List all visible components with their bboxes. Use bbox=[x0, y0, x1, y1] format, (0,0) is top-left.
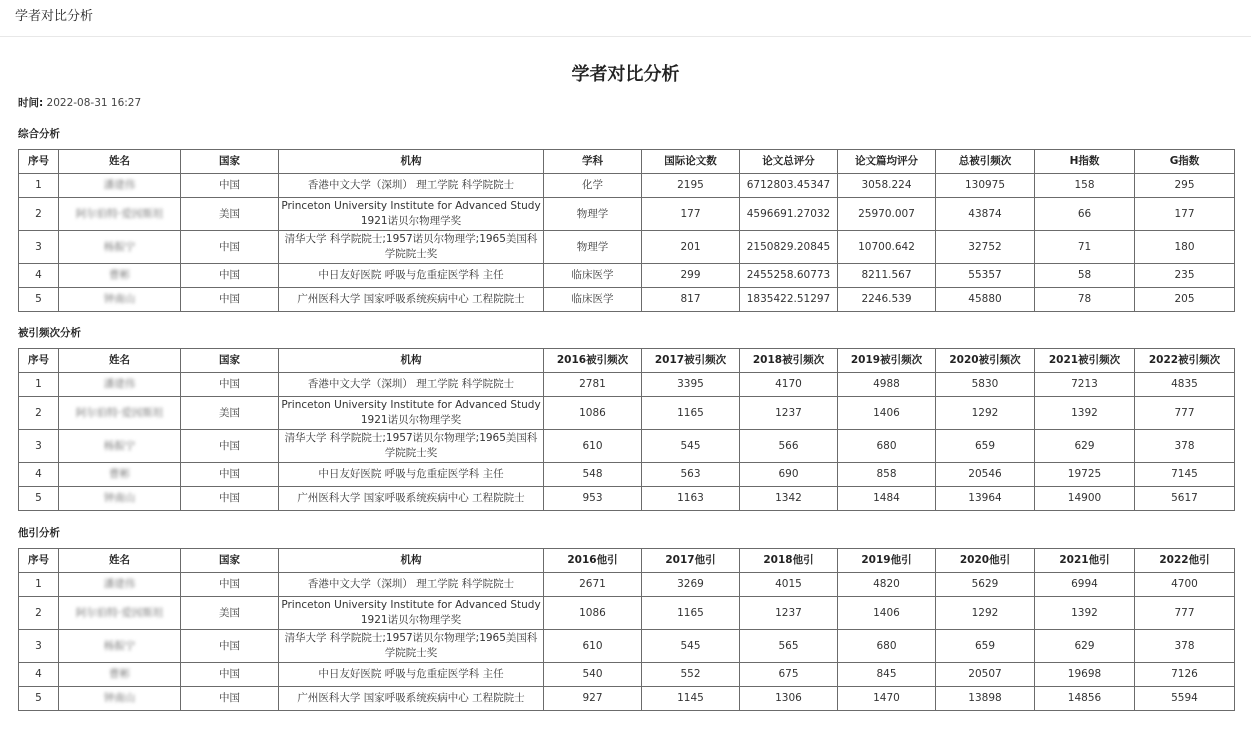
scholar-name-cell: 杨振宁 bbox=[59, 231, 181, 264]
table-cell: 2 bbox=[19, 397, 59, 430]
scholar-name-cell: 阿尔伯特·爱因斯坦 bbox=[59, 198, 181, 231]
institution-cell: 清华大学 科学院院士;1957诺贝尔物理学;1965美国科学院院士奖 bbox=[279, 630, 544, 663]
column-header: 2018他引 bbox=[740, 549, 838, 573]
scholar-name-cell: 潘建伟 bbox=[59, 373, 181, 397]
column-header: 序号 bbox=[19, 349, 59, 373]
table-cell: 610 bbox=[544, 630, 642, 663]
table-cell: 临床医学 bbox=[544, 288, 642, 312]
table-cell: 845 bbox=[838, 663, 936, 687]
table-cell: 540 bbox=[544, 663, 642, 687]
institution-cell: Princeton University Institute for Advanced Study 1921诺贝尔物理学奖 bbox=[279, 397, 544, 430]
table-cell: 1145 bbox=[642, 687, 740, 711]
table-cell: 1086 bbox=[544, 597, 642, 630]
table-cell: 1484 bbox=[838, 487, 936, 511]
table-cell: 817 bbox=[642, 288, 740, 312]
table-cell: 927 bbox=[544, 687, 642, 711]
table-cell: 5629 bbox=[936, 573, 1035, 597]
table-cell: 5 bbox=[19, 487, 59, 511]
scholar-name-cell: 阿尔伯特·爱因斯坦 bbox=[59, 597, 181, 630]
table-cell: 4 bbox=[19, 663, 59, 687]
table-cell: 4 bbox=[19, 264, 59, 288]
table-row bbox=[19, 264, 1235, 288]
table-cell: 3 bbox=[19, 430, 59, 463]
table-cell: 5830 bbox=[936, 373, 1035, 397]
table-cell: 中国 bbox=[181, 573, 279, 597]
table-cell: 205 bbox=[1135, 288, 1235, 312]
table-cell: 78 bbox=[1035, 288, 1135, 312]
column-header: 姓名 bbox=[59, 549, 181, 573]
section-title-other-citations: 他引分析 bbox=[18, 527, 60, 539]
table-cell: 858 bbox=[838, 463, 936, 487]
institution-cell: 中日友好医院 呼吸与危重症医学科 主任 bbox=[279, 463, 544, 487]
column-header: 2020被引频次 bbox=[936, 349, 1035, 373]
institution-cell: 中日友好医院 呼吸与危重症医学科 主任 bbox=[279, 663, 544, 687]
table-cell: 10700.642 bbox=[838, 231, 936, 264]
table-cell: 2246.539 bbox=[838, 288, 936, 312]
table-cell: 3395 bbox=[642, 373, 740, 397]
table-cell: 4988 bbox=[838, 373, 936, 397]
table-cell: 6994 bbox=[1035, 573, 1135, 597]
column-header: 国家 bbox=[181, 349, 279, 373]
table-cell: 659 bbox=[936, 430, 1035, 463]
table-cell: 45880 bbox=[936, 288, 1035, 312]
other-citations-table bbox=[18, 548, 1235, 711]
column-header: G指数 bbox=[1135, 150, 1235, 174]
table-row bbox=[19, 288, 1235, 312]
table-cell: 610 bbox=[544, 430, 642, 463]
institution-cell: 广州医科大学 国家呼吸系统疾病中心 工程院院士 bbox=[279, 687, 544, 711]
table-cell: 1406 bbox=[838, 397, 936, 430]
institution-cell: 香港中文大学（深圳） 理工学院 科学院院士 bbox=[279, 573, 544, 597]
table-cell: 中国 bbox=[181, 231, 279, 264]
column-header: 2022他引 bbox=[1135, 549, 1235, 573]
table-cell: 43874 bbox=[936, 198, 1035, 231]
scholar-name-cell: 杨振宁 bbox=[59, 630, 181, 663]
table-row bbox=[19, 463, 1235, 487]
column-header: 总被引频次 bbox=[936, 150, 1035, 174]
table-cell: 180 bbox=[1135, 231, 1235, 264]
institution-cell: 清华大学 科学院院士;1957诺贝尔物理学;1965美国科学院院士奖 bbox=[279, 430, 544, 463]
scholar-name-cell: 杨振宁 bbox=[59, 430, 181, 463]
table-cell: 2671 bbox=[544, 573, 642, 597]
table-cell: 5594 bbox=[1135, 687, 1235, 711]
column-header: 2018被引频次 bbox=[740, 349, 838, 373]
table-cell: 3 bbox=[19, 630, 59, 663]
institution-cell: 香港中文大学（深圳） 理工学院 科学院院士 bbox=[279, 373, 544, 397]
column-header: 2017被引频次 bbox=[642, 349, 740, 373]
table-cell: 8211.567 bbox=[838, 264, 936, 288]
table-cell: 4015 bbox=[740, 573, 838, 597]
overall-table bbox=[18, 149, 1235, 312]
table-row bbox=[19, 573, 1235, 597]
table-cell: 3269 bbox=[642, 573, 740, 597]
table-cell: 13964 bbox=[936, 487, 1035, 511]
table-cell: 545 bbox=[642, 630, 740, 663]
table-cell: 中国 bbox=[181, 430, 279, 463]
page-title: 学者对比分析 bbox=[571, 64, 680, 85]
table-cell: 1292 bbox=[936, 397, 1035, 430]
table-cell: 19698 bbox=[1035, 663, 1135, 687]
table-cell: 177 bbox=[1135, 198, 1235, 231]
table-cell: 1406 bbox=[838, 597, 936, 630]
column-header: 姓名 bbox=[59, 349, 181, 373]
table-cell: 20507 bbox=[936, 663, 1035, 687]
table-row bbox=[19, 174, 1235, 198]
table-cell: 1392 bbox=[1035, 397, 1135, 430]
column-header: 2022被引频次 bbox=[1135, 349, 1235, 373]
column-header: 机构 bbox=[279, 150, 544, 174]
column-header: 国家 bbox=[181, 150, 279, 174]
column-header: 2021被引频次 bbox=[1035, 349, 1135, 373]
column-header: 序号 bbox=[19, 150, 59, 174]
table-cell: 777 bbox=[1135, 397, 1235, 430]
section-title-citations: 被引频次分析 bbox=[18, 327, 81, 339]
table-cell: 化学 bbox=[544, 174, 642, 198]
scholar-name-cell: 曹彬 bbox=[59, 463, 181, 487]
column-header: 姓名 bbox=[59, 150, 181, 174]
section-title-overall: 综合分析 bbox=[18, 128, 60, 140]
report-time bbox=[18, 96, 1233, 110]
table-cell: 1165 bbox=[642, 597, 740, 630]
citations-table bbox=[18, 348, 1235, 511]
time-value: 2022-08-31 16:27 bbox=[46, 97, 142, 109]
table-cell: 130975 bbox=[936, 174, 1035, 198]
table-cell: 5 bbox=[19, 687, 59, 711]
table-cell: 20546 bbox=[936, 463, 1035, 487]
column-header: 机构 bbox=[279, 349, 544, 373]
table-cell: 1342 bbox=[740, 487, 838, 511]
scholar-name-cell: 钟南山 bbox=[59, 288, 181, 312]
table-cell: 548 bbox=[544, 463, 642, 487]
table-cell: 2455258.60773 bbox=[740, 264, 838, 288]
table-cell: 3058.224 bbox=[838, 174, 936, 198]
table-row bbox=[19, 198, 1235, 231]
table-cell: 5617 bbox=[1135, 487, 1235, 511]
table-cell: 物理学 bbox=[544, 231, 642, 264]
column-header: 2020他引 bbox=[936, 549, 1035, 573]
time-label: 时间: bbox=[18, 97, 44, 109]
table-cell: 3 bbox=[19, 231, 59, 264]
table-row bbox=[19, 630, 1235, 663]
table-cell: 680 bbox=[838, 630, 936, 663]
scholar-name-cell: 阿尔伯特·爱因斯坦 bbox=[59, 397, 181, 430]
table-cell: 177 bbox=[642, 198, 740, 231]
table-cell: 19725 bbox=[1035, 463, 1135, 487]
table-cell: 美国 bbox=[181, 397, 279, 430]
column-header: 2017他引 bbox=[642, 549, 740, 573]
table-cell: 1 bbox=[19, 573, 59, 597]
column-header: 序号 bbox=[19, 549, 59, 573]
scholar-name-cell: 钟南山 bbox=[59, 687, 181, 711]
table-cell: 13898 bbox=[936, 687, 1035, 711]
table-cell: 中国 bbox=[181, 373, 279, 397]
column-header: 国家 bbox=[181, 549, 279, 573]
scholar-name-cell: 曹彬 bbox=[59, 663, 181, 687]
table-cell: 美国 bbox=[181, 198, 279, 231]
table-cell: 680 bbox=[838, 430, 936, 463]
table-cell: 7213 bbox=[1035, 373, 1135, 397]
column-header: 2021他引 bbox=[1035, 549, 1135, 573]
table-cell: 1 bbox=[19, 373, 59, 397]
table-cell: 1306 bbox=[740, 687, 838, 711]
header-row bbox=[19, 549, 1235, 573]
column-header: 机构 bbox=[279, 549, 544, 573]
column-header: 2019被引频次 bbox=[838, 349, 936, 373]
column-header: 2016他引 bbox=[544, 549, 642, 573]
column-header: 2016被引频次 bbox=[544, 349, 642, 373]
table-cell: 235 bbox=[1135, 264, 1235, 288]
table-cell: 4700 bbox=[1135, 573, 1235, 597]
table-cell: 中国 bbox=[181, 463, 279, 487]
table-cell: 675 bbox=[740, 663, 838, 687]
app-header bbox=[0, 0, 1251, 37]
column-header: 学科 bbox=[544, 150, 642, 174]
table-cell: 295 bbox=[1135, 174, 1235, 198]
table-cell: 565 bbox=[740, 630, 838, 663]
table-cell: 55357 bbox=[936, 264, 1035, 288]
table-cell: 953 bbox=[544, 487, 642, 511]
table-cell: 2781 bbox=[544, 373, 642, 397]
table-cell: 4820 bbox=[838, 573, 936, 597]
table-cell: 629 bbox=[1035, 430, 1135, 463]
column-header: 2019他引 bbox=[838, 549, 936, 573]
table-cell: 552 bbox=[642, 663, 740, 687]
column-header: 国际论文数 bbox=[642, 150, 740, 174]
table-cell: 2 bbox=[19, 597, 59, 630]
institution-cell: 香港中文大学（深圳） 理工学院 科学院院士 bbox=[279, 174, 544, 198]
table-cell: 71 bbox=[1035, 231, 1135, 264]
table-cell: 5 bbox=[19, 288, 59, 312]
table-cell: 物理学 bbox=[544, 198, 642, 231]
column-header: 论文篇均评分 bbox=[838, 150, 936, 174]
table-cell: 中国 bbox=[181, 264, 279, 288]
table-cell: 158 bbox=[1035, 174, 1135, 198]
table-row bbox=[19, 430, 1235, 463]
scholar-name-cell: 钟南山 bbox=[59, 487, 181, 511]
institution-cell: 广州医科大学 国家呼吸系统疾病中心 工程院院士 bbox=[279, 487, 544, 511]
table-cell: 1 bbox=[19, 174, 59, 198]
column-header: H指数 bbox=[1035, 150, 1135, 174]
table-cell: 7145 bbox=[1135, 463, 1235, 487]
table-row bbox=[19, 487, 1235, 511]
table-cell: 32752 bbox=[936, 231, 1035, 264]
table-cell: 1237 bbox=[740, 397, 838, 430]
header-row bbox=[19, 150, 1235, 174]
table-cell: 4 bbox=[19, 463, 59, 487]
table-cell: 中国 bbox=[181, 288, 279, 312]
table-cell: 201 bbox=[642, 231, 740, 264]
table-cell: 中国 bbox=[181, 687, 279, 711]
table-row bbox=[19, 687, 1235, 711]
table-cell: 566 bbox=[740, 430, 838, 463]
table-cell: 563 bbox=[642, 463, 740, 487]
table-cell: 1392 bbox=[1035, 597, 1135, 630]
table-cell: 777 bbox=[1135, 597, 1235, 630]
table-cell: 545 bbox=[642, 430, 740, 463]
institution-cell: Princeton University Institute for Advanced Study 1921诺贝尔物理学奖 bbox=[279, 597, 544, 630]
table-cell: 14856 bbox=[1035, 687, 1135, 711]
table-cell: 1086 bbox=[544, 397, 642, 430]
scholar-name-cell: 曹彬 bbox=[59, 264, 181, 288]
table-cell: 中国 bbox=[181, 663, 279, 687]
table-cell: 58 bbox=[1035, 264, 1135, 288]
table-cell: 378 bbox=[1135, 430, 1235, 463]
table-cell: 中国 bbox=[181, 487, 279, 511]
table-cell: 临床医学 bbox=[544, 264, 642, 288]
table-cell: 1165 bbox=[642, 397, 740, 430]
table-row bbox=[19, 373, 1235, 397]
scholar-name-cell: 潘建伟 bbox=[59, 573, 181, 597]
table-cell: 7126 bbox=[1135, 663, 1235, 687]
institution-cell: 广州医科大学 国家呼吸系统疾病中心 工程院院士 bbox=[279, 288, 544, 312]
table-cell: 299 bbox=[642, 264, 740, 288]
table-cell: 25970.007 bbox=[838, 198, 936, 231]
table-cell: 中国 bbox=[181, 174, 279, 198]
table-cell: 2 bbox=[19, 198, 59, 231]
header-row bbox=[19, 349, 1235, 373]
table-cell: 1835422.51297 bbox=[740, 288, 838, 312]
table-cell: 6712803.45347 bbox=[740, 174, 838, 198]
table-cell: 中国 bbox=[181, 630, 279, 663]
table-cell: 4835 bbox=[1135, 373, 1235, 397]
institution-cell: 中日友好医院 呼吸与危重症医学科 主任 bbox=[279, 264, 544, 288]
table-cell: 690 bbox=[740, 463, 838, 487]
table-cell: 629 bbox=[1035, 630, 1135, 663]
table-row bbox=[19, 231, 1235, 264]
table-cell: 1237 bbox=[740, 597, 838, 630]
table-row bbox=[19, 397, 1235, 430]
header-title: 学者对比分析 bbox=[15, 9, 94, 24]
institution-cell: 清华大学 科学院院士;1957诺贝尔物理学;1965美国科学院院士奖 bbox=[279, 231, 544, 264]
table-cell: 4170 bbox=[740, 373, 838, 397]
table-cell: 66 bbox=[1035, 198, 1135, 231]
scholar-name-cell: 潘建伟 bbox=[59, 174, 181, 198]
table-cell: 2150829.20845 bbox=[740, 231, 838, 264]
table-cell: 美国 bbox=[181, 597, 279, 630]
table-cell: 659 bbox=[936, 630, 1035, 663]
report-page bbox=[0, 63, 1251, 711]
table-cell: 2195 bbox=[642, 174, 740, 198]
column-header: 论文总评分 bbox=[740, 150, 838, 174]
table-cell: 14900 bbox=[1035, 487, 1135, 511]
table-row bbox=[19, 597, 1235, 630]
table-cell: 1470 bbox=[838, 687, 936, 711]
table-cell: 1163 bbox=[642, 487, 740, 511]
table-cell: 4596691.27032 bbox=[740, 198, 838, 231]
table-cell: 378 bbox=[1135, 630, 1235, 663]
institution-cell: Princeton University Institute for Advanced Study 1921诺贝尔物理学奖 bbox=[279, 198, 544, 231]
table-row bbox=[19, 663, 1235, 687]
table-cell: 1292 bbox=[936, 597, 1035, 630]
